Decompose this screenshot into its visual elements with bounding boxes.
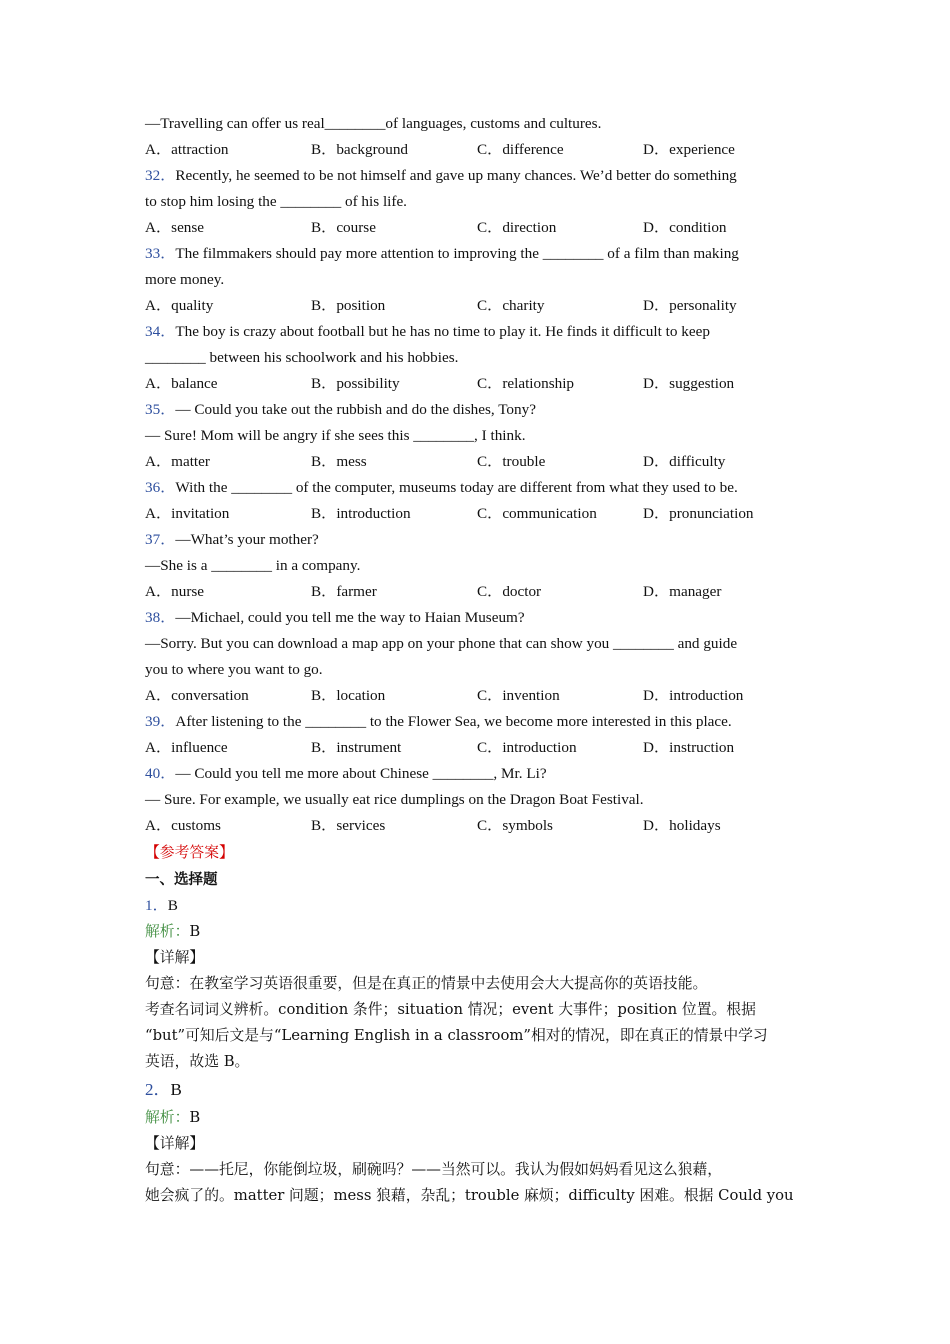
option-d: D．manager — [643, 583, 722, 600]
option-d: D．holidays — [643, 817, 721, 834]
question-text: —What’s your mother? — [175, 531, 319, 548]
option-b: B．introduction — [311, 505, 411, 522]
option-a: A．influence — [145, 739, 228, 756]
question-36-options — [145, 501, 810, 527]
detail-line: 句意：——托尼，你能倒垃圾，刷碗吗？——当然可以。我认为假如妈妈看见这么狼藉， — [145, 1161, 723, 1178]
detail-label-1: 【详解】 — [145, 949, 205, 966]
option-b: B．course — [311, 219, 376, 236]
option-b: B．instrument — [311, 739, 402, 756]
option-a: A．sense — [145, 219, 205, 236]
detail-line: “but”可知后文是与“Learning English in a classroom”相对的情况，即在真正的情景中学习 — [145, 1027, 768, 1044]
option-c: C．trouble — [477, 453, 546, 470]
question-32-continued: to stop him losing the ________ of his life. — [145, 193, 407, 210]
question-number: 37． — [145, 531, 176, 548]
analysis-value: B — [189, 1109, 201, 1126]
question-40 — [145, 761, 810, 787]
option-d: D．personality — [643, 297, 737, 314]
question-38 — [145, 605, 810, 631]
question-33 — [145, 241, 810, 267]
question-40-continued: — Sure. For example, we usually eat rice dumplings on the Dragon Boat Festival. — [145, 791, 644, 808]
answer-value: B — [167, 897, 178, 914]
question-34 — [145, 319, 810, 345]
option-d: D．condition — [643, 219, 727, 236]
question-38-continued-2: you to where you want to go. — [145, 661, 323, 678]
detail-line: 她会疯了的。matter 问题；mess 狼藉，杂乱；trouble 麻烦；difficulty 困难。根据 Could you — [145, 1187, 794, 1204]
option-d: D．experience — [643, 141, 735, 158]
option-c: C．doctor — [477, 583, 542, 600]
question-33-continued: more money. — [145, 271, 225, 288]
question-32 — [145, 163, 810, 189]
option-b: B．farmer — [311, 583, 377, 600]
question-38-options — [145, 683, 810, 709]
question-34-options — [145, 371, 810, 397]
option-c: C．introduction — [477, 739, 577, 756]
question-34-continued: ________ between his schoolwork and his hobbies. — [145, 349, 459, 366]
option-b: B．location — [311, 687, 386, 704]
option-d: D．introduction — [643, 687, 744, 704]
option-c: C．difference — [477, 141, 564, 158]
question-37-continued: —She is a ________ in a company. — [145, 557, 361, 574]
question-text: The filmmakers should pay more attention to improving the ________ of a film than making — [175, 245, 739, 262]
question-35 — [145, 397, 810, 423]
option-c: C．communication — [477, 505, 597, 522]
option-c: C．charity — [477, 297, 545, 314]
analysis-value: B — [189, 923, 201, 940]
detail-line: 句意：在教室学习英语很重要，但是在真正的情景中去使用会大大提高你的英语技能。 — [145, 975, 708, 992]
option-c: C．relationship — [477, 375, 575, 392]
question-text: Recently, he seemed to be not himself and gave up many chances. We’d better do something — [175, 167, 737, 184]
option-a: A．nurse — [145, 583, 205, 600]
answer-key-header: 【参考答案】 — [145, 844, 234, 861]
detail-label-2: 【详解】 — [145, 1135, 205, 1152]
section-heading: 一、选择题 — [145, 872, 218, 888]
option-a: A．invitation — [145, 505, 230, 522]
question-text: — Could you take out the rubbish and do the dishes, Tony? — [175, 401, 536, 418]
option-d: D．pronunciation — [643, 505, 754, 522]
question-38-continued: —Sorry. But you can download a map app on your phone that can show you ________ and guide — [145, 635, 738, 652]
option-a: A．customs — [145, 817, 221, 834]
question-text: — Could you tell me more about Chinese ________, Mr. Li? — [175, 765, 547, 782]
option-b: B．possibility — [311, 375, 400, 392]
analysis-label: 解析： — [145, 923, 190, 940]
question-39 — [145, 709, 810, 735]
option-b: B．services — [311, 817, 386, 834]
analysis-label: 解析： — [145, 1109, 190, 1126]
question-32-options — [145, 215, 810, 241]
analysis-2 — [145, 1105, 810, 1131]
option-c: C．invention — [477, 687, 560, 704]
option-a: A．attraction — [145, 141, 229, 158]
question-number: 39． — [145, 713, 176, 730]
question-35-options — [145, 449, 810, 475]
option-b: B．position — [311, 297, 386, 314]
option-b: B．mess — [311, 453, 367, 470]
question-35-continued: — Sure! Mom will be angry if she sees this ________, I think. — [145, 427, 526, 444]
option-a: A．conversation — [145, 687, 249, 704]
question-number: 32． — [145, 167, 176, 184]
question-33-options — [145, 293, 810, 319]
option-a: A．matter — [145, 453, 210, 470]
question-number: 36． — [145, 479, 176, 496]
answer-value: B — [170, 1080, 182, 1099]
question-text: After listening to the ________ to the Flower Sea, we become more interested in this place. — [175, 713, 732, 730]
detail-line: 考查名词词义辨析。condition 条件；situation 情况；event 大事件；position 位置。根据 — [145, 1001, 756, 1018]
question-40-options — [145, 813, 810, 839]
option-a: A．balance — [145, 375, 218, 392]
option-d: D．instruction — [643, 739, 735, 756]
answer-2 — [145, 1075, 810, 1105]
analysis-1 — [145, 919, 810, 945]
question-31-text: —Travelling can offer us real________of languages, customs and cultures. — [145, 115, 602, 132]
question-37-options — [145, 579, 810, 605]
question-number: 33． — [145, 245, 176, 262]
option-d: D．difficulty — [643, 453, 726, 470]
question-39-options — [145, 735, 810, 761]
answer-number: 2． — [145, 1080, 171, 1099]
question-number: 34． — [145, 323, 176, 340]
question-37 — [145, 527, 810, 553]
detail-line: 英语，故选 B。 — [145, 1053, 250, 1070]
document-page — [145, 111, 810, 1209]
question-text: With the ________ of the computer, museums today are different from what they used to be. — [175, 479, 738, 496]
option-d: D．suggestion — [643, 375, 735, 392]
question-31-options — [145, 137, 810, 163]
option-a: A．quality — [145, 297, 214, 314]
question-number: 40． — [145, 765, 176, 782]
question-number: 38． — [145, 609, 176, 626]
answer-1 — [145, 893, 810, 919]
option-c: C．symbols — [477, 817, 553, 834]
question-number: 35． — [145, 401, 176, 418]
question-text: The boy is crazy about football but he has no time to play it. He finds it difficult to keep — [175, 323, 710, 340]
option-b: B．background — [311, 141, 409, 158]
question-36 — [145, 475, 810, 501]
question-text: —Michael, could you tell me the way to Haian Museum? — [175, 609, 525, 626]
option-c: C．direction — [477, 219, 557, 236]
answer-number: 1． — [145, 897, 168, 914]
